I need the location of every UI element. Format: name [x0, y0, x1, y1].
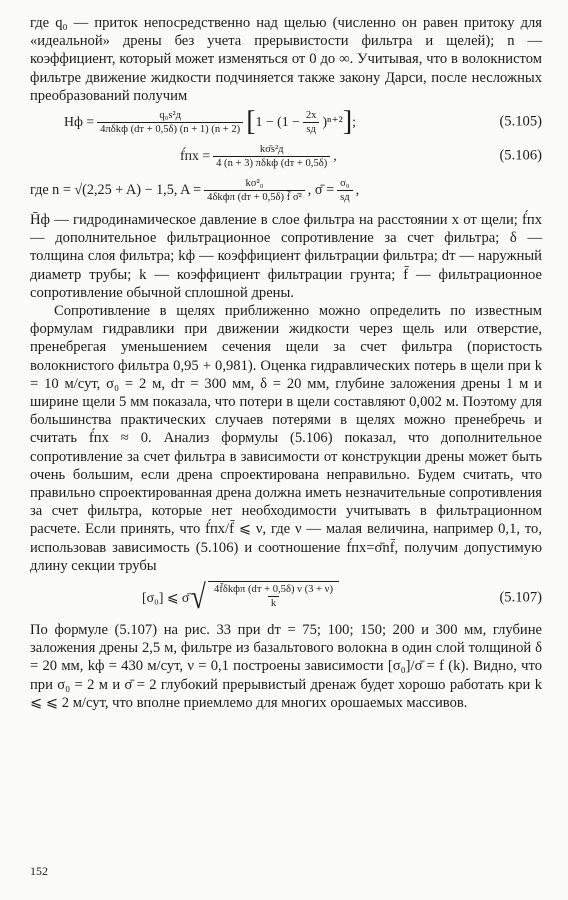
radicand — [208, 581, 339, 615]
equation-lhs: [σ₀] ⩽ σ̄ — [142, 590, 190, 606]
sigma-fraction — [337, 178, 353, 203]
equation-definitions — [30, 173, 542, 207]
fraction-denominator: 4 (n + 3) πδkф (dт + 0,5δ) — [213, 156, 330, 169]
equation-5-107 — [30, 575, 542, 621]
paragraph-resistance: Сопротивление в щелях приближенно можно определить по известным формулам гидравлики при движении жидкости через щель или отверстие, пренебрегая уменьшением сечения щели за счет фильтра (пористость волокнистого фильтра 0,95 + 0,981). Оценка гидравлических потерь в щели при k = 10 м/сут, σ₀ = 2 м, dт = 300 мм, δ = 20 мм, глубине заложения дрены 1 м и ширине щели 5 мм показала, что потери в щели составляют 0,002 м. Поэтому для большинства практических случаев потерями в щелях можно пренебречь и считать f́пх ≈ 0. Анализ формулы (5.106) показал, что дополнительное сопротивление за счет фильтра в зависимости от конструкции дрены может быть очень большим, если дрена спроектирована неправильно. Будем считать, что правильно спроектированная дрена должна иметь незначительные сопротивления за счет фильтра, которые нет необходимости учитывать в фильтрационном расчете. Если принять, что f́пх/f̄ ⩽ ν, где ν — малая величина, например 0,1, то, использовав зависимость (5.106) и соотношение f́пх=σ̄nf̄, получим допустимую длину секции трубы — [30, 303, 542, 574]
equation-tail: , — [333, 148, 337, 164]
paragraph-conclusion: По формуле (5.107) на рис. 33 при dт = 75; 100; 150; 200 и 300 мм, глубине заложения дрены 2,5 м, фильтре из базальтового волокна в один слой толщиной δ = 20 мм, kф = 430 м/сут, ν = 0,1 построены зависимости [σ₀]/σ̄ = f (k). Видно, что при σ₀ = 2 м и σ̄ = 2 глубокий прерывистый дренаж будет хорошо работать кри k ⩽ ⩽ 2 м/сут, что вполне приемлемо для многих орошаемых массивов. — [30, 622, 542, 711]
equation-label: (5.106) — [499, 147, 542, 164]
equation-label: (5.105) — [499, 113, 542, 130]
fraction-numerator: 4f̄δkфπ (dт + 0,5δ) ν (3 + ν) — [214, 584, 333, 596]
bracket-close: ] — [342, 106, 353, 138]
paragraph-notation: H̄ф — гидродинамическое давление в слое фильтра на расстоянии x от щели; f́пх — дополнительное фильтрационное сопротивление за счет фильтра; δ — толщина слоя фильтра; kф — коэффициент фильтрации фильтра; dт — наружный диаметр трубы; k — коэффициент фильтрации грунта; f̄ — фильтрационное сопротивление обычной сплошной дрены. — [30, 212, 542, 301]
fraction-denominator: 4δkфπ (dт + 0,5δ) f̄ σ̄² — [204, 190, 305, 203]
sqrt-expression — [189, 581, 339, 615]
inner-fraction — [303, 110, 320, 135]
fraction-denominator: k — [268, 596, 279, 609]
bracket-open: [ — [246, 106, 256, 138]
equation-fraction — [204, 178, 305, 203]
equation-5-106 — [30, 139, 542, 173]
page-number: 152 — [30, 864, 48, 878]
inner-numerator: 2x — [305, 109, 317, 121]
equation-lhs: Hф = — [64, 114, 95, 130]
equation-lhs: f́пх = — [180, 148, 211, 164]
fraction-denominator: 4πδkф (dт + 0,5δ) (n + 1) (n + 2) — [97, 122, 243, 135]
equation-lhs: где n = √(2,25 + A) − 1,5, A = — [30, 181, 202, 198]
inner-start: 1 − (1 − — [255, 114, 300, 130]
fraction-numerator: kσ̄s²д — [259, 143, 284, 155]
paragraph-intro: где q₀ — приток непосредственно над щелью (численно он равен притоку для «идеальной» дрены без учета прерывистости фильтра и щелей); n — коэффициент, который может изменяться от 0 до ∞. Учитывая, что в волокнистом фильтре движение жидкости подчиняется также закону Дарси, после несложных преобразований получим — [30, 15, 542, 104]
fraction-numerator: kσ²₀ — [245, 177, 264, 189]
equation-label: (5.107) — [499, 589, 542, 606]
inner-denominator: sд — [303, 122, 319, 135]
equation-mid: , σ̄ = — [307, 181, 335, 198]
equation-tail: , — [355, 181, 360, 198]
fraction-numerator: q₀s²д — [159, 109, 182, 121]
equation-5-105 — [30, 105, 542, 139]
inner-end: )ⁿ⁺² — [322, 114, 343, 130]
radical-sign: √ — [191, 579, 207, 617]
sigma-numerator: σ₀ — [340, 177, 350, 189]
equation-fraction — [213, 144, 330, 169]
sigma-denominator: sд — [337, 190, 353, 203]
equation-fraction — [211, 584, 336, 609]
equation-fraction — [97, 110, 243, 135]
equation-tail: ; — [352, 114, 356, 130]
